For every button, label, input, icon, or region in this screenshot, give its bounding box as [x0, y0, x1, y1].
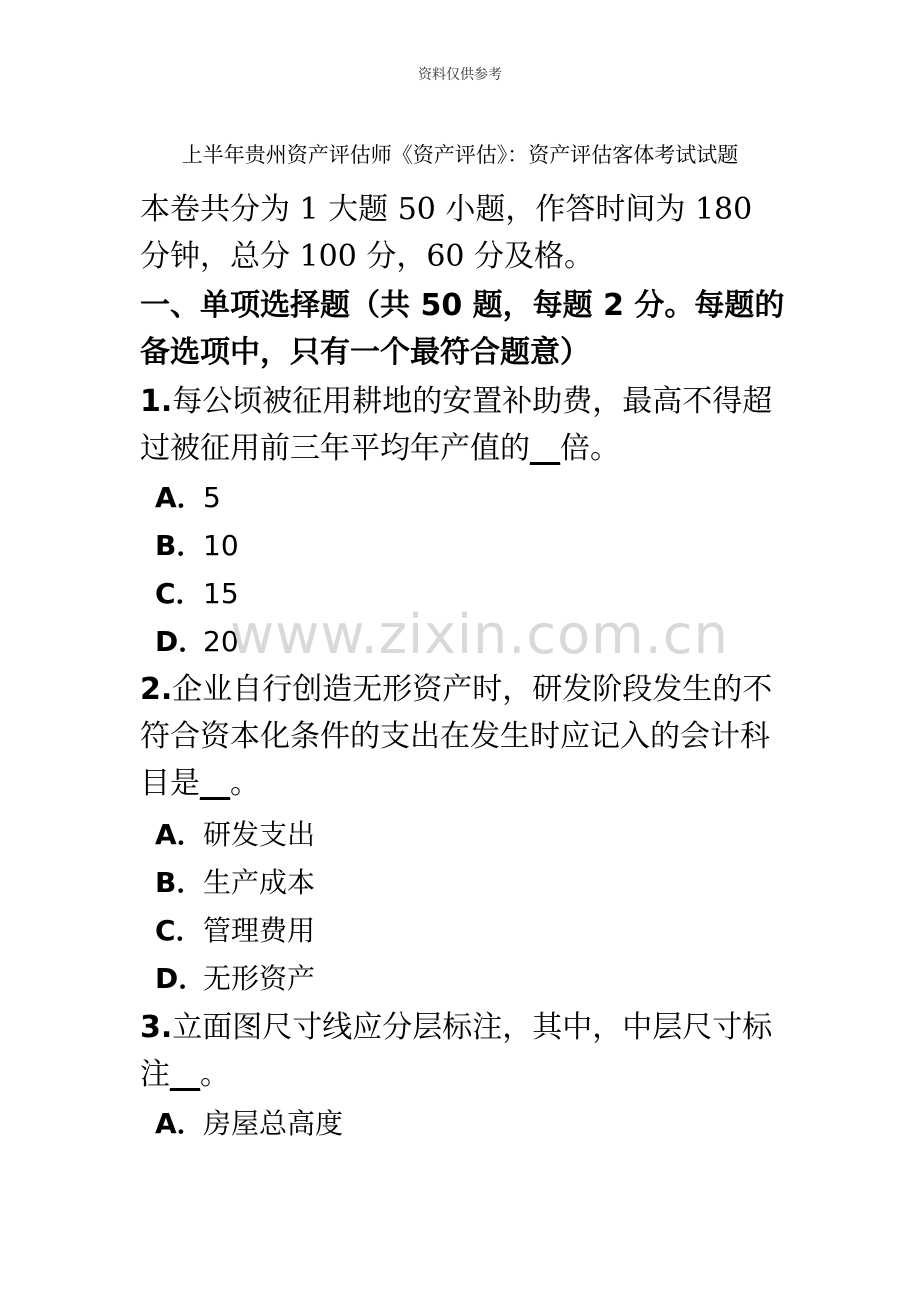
question-2: [140, 666, 790, 807]
question-number: 1.: [140, 384, 173, 419]
option-a: [155, 478, 221, 518]
option-a: [155, 1104, 343, 1144]
question-number: 3.: [140, 1010, 173, 1045]
option-letter: D．: [155, 962, 207, 995]
option-letter: C．: [155, 914, 204, 947]
exam-intro: 本卷共分为 1 大题 50 小题，作答时间为 180 分钟，总分 100 分，60 分及格。: [140, 192, 753, 274]
option-text: 5: [203, 481, 221, 514]
answer-blank: __: [170, 1057, 200, 1092]
option-a: [155, 815, 315, 855]
answer-blank: __: [200, 766, 230, 801]
option-text: 15: [203, 577, 239, 610]
question-text: 企业自行创造无形资产时，研发阶段发生的不符合资本化条件的支出在发生时应记入的会计科目是: [140, 672, 773, 801]
question-text-end: 倍。: [560, 431, 620, 466]
document-title: 上半年贵州资产评估师《资产评估》：资产评估客体考试试题: [181, 143, 739, 167]
question-number: 2.: [140, 672, 173, 707]
option-letter: A．: [155, 1107, 205, 1140]
option-d: [155, 622, 239, 662]
option-text: 10: [203, 529, 239, 562]
question-3: [140, 1004, 790, 1098]
option-text: 房屋总高度: [203, 1107, 344, 1140]
answer-blank: __: [530, 431, 560, 466]
option-text: 无形资产: [203, 962, 316, 995]
option-letter: B．: [155, 866, 205, 899]
page-header: 资料仅供参考: [418, 67, 502, 83]
question-text-end: 。: [230, 766, 260, 801]
option-text: 研发支出: [203, 818, 316, 851]
question-1: [140, 378, 790, 472]
option-letter: A．: [155, 481, 205, 514]
option-c: [155, 911, 315, 951]
option-c: [155, 574, 239, 614]
section-heading: 一、单项选择题（共 50 题，每题 2 分。每题的备选项中，只有一个最符合题意）: [140, 288, 785, 370]
watermark: www.zixin.com.cn: [230, 603, 729, 666]
option-d: [155, 959, 315, 999]
option-b: [155, 526, 239, 566]
question-text-end: 。: [200, 1057, 230, 1092]
option-text: 20: [203, 625, 239, 658]
option-letter: D．: [155, 625, 207, 658]
option-b: [155, 863, 315, 903]
question-text: 每公顷被征用耕地的安置补助费，最高不得超过被征用前三年平均年产值的: [140, 384, 773, 466]
option-letter: A．: [155, 818, 205, 851]
option-text: 管理费用: [203, 914, 316, 947]
option-letter: C．: [155, 577, 204, 610]
option-letter: B．: [155, 529, 205, 562]
option-text: 生产成本: [203, 866, 316, 899]
question-text: 立面图尺寸线应分层标注，其中，中层尺寸标注: [140, 1010, 773, 1092]
